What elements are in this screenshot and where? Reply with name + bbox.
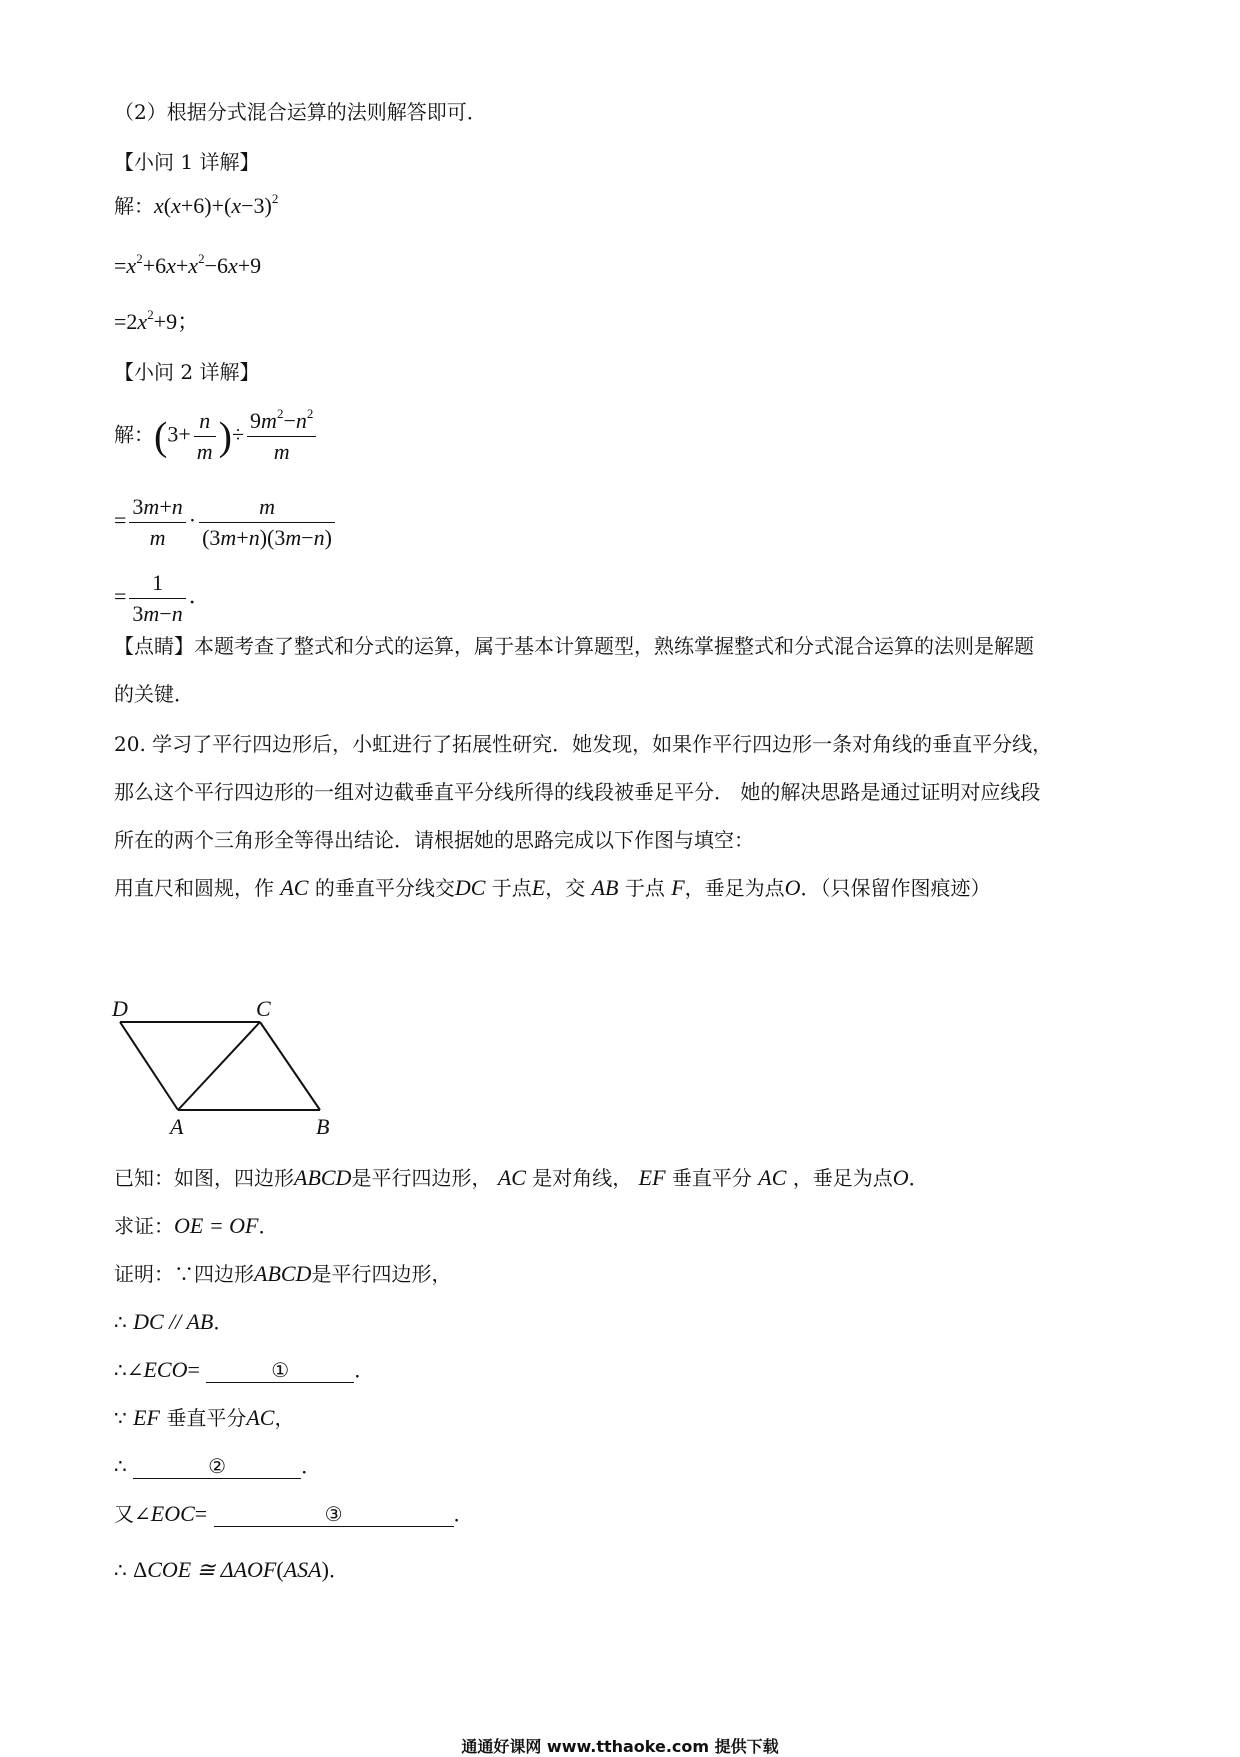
problem-text: 20. 学习了平行四边形后，小虹进行了拓展性研究．她发现，如果作平行四边形一条对角线的垂直平分线， [114,732,1053,756]
comment-line: 的关键． [114,682,194,706]
known-line: 已知：如图，四边形ABCD是平行四边形， AC 是对角线， EF 垂直平分 AC ，垂足为点O． [114,1165,929,1190]
blank-3[interactable]: ③ [214,1502,454,1527]
formula-line: 解：$x(x+6)+(x-3)^2$ [114,191,279,218]
label-d: D [112,1000,128,1021]
proof-line: 证明：∵四边形ABCD是平行四边形， [114,1261,452,1286]
edge-da [120,1022,178,1110]
comment-line: 【点睛】本题考查了整式和分式的运算，属于基本计算题型，熟练掌握整式和分式混合运算的法则是解题 [114,634,1034,658]
proof-line: ∴ ΔCOE ≅ ΔAOF(ASA)． [114,1557,349,1582]
proof-line: ∴ ② ． [114,1454,322,1478]
diagonal-ac [178,1022,260,1110]
problem-text: 用直尺和圆规，作 AC 的垂直平分线交DC 于点E，交 AB 于点 F，垂足为点O．（只保留作图痕迹） [114,875,991,900]
formula-line: $=2x^2+9$； [114,307,200,334]
parallelogram-figure [110,1000,350,1140]
jie-label: 解： [114,194,154,218]
section-title: 【小问 2 详解】 [114,360,260,384]
formula-line: = $\frac{1}{3m-n}$ ． [114,570,211,626]
proof-line: ∴∠ECO= ① ． [114,1357,375,1382]
label-a: A [170,1114,184,1139]
formula-line: $=x^2+6x+x^2-6x+9$ [114,251,262,278]
blank-1[interactable]: ① [206,1358,354,1383]
proof-line: 又∠EOC= ③ ． [114,1501,474,1526]
label-b: B [316,1114,330,1139]
edge-cb [260,1022,320,1110]
problem-text: 那么这个平行四边形的一组对边截垂直平分线所得的线段被垂足平分． 她的解决思路是通过证明对应线段 [114,780,1041,804]
formula-line: = $\frac{3m+n}{m}$ · $\frac{m}{(3m+n)(3m-n)}$ [114,492,338,553]
problem-text: 所在的两个三角形全等得出结论．请根据她的思路完成以下作图与填空： [114,828,754,852]
proof-line: ∴ DC // AB． [114,1309,234,1334]
formula-line: 解：(3+ $\frac{n}{m}$ )÷ $\frac{9m^2-n^2}{m}$ [114,406,319,467]
blank-2[interactable]: ② [133,1454,301,1479]
section-title: 【小问 1 详解】 [114,150,260,174]
jie-label: 解： [114,422,154,447]
page-footer: 通通好课网 www.tthaoke.com 提供下载 [461,1737,779,1756]
proof-line: ∵ EF 垂直平分AC， [114,1405,295,1430]
text-line: （2）根据分式混合运算的法则解答即可． [114,100,487,124]
prove-line: 求证：OE = OF． [114,1213,279,1238]
label-c: C [256,1000,271,1021]
